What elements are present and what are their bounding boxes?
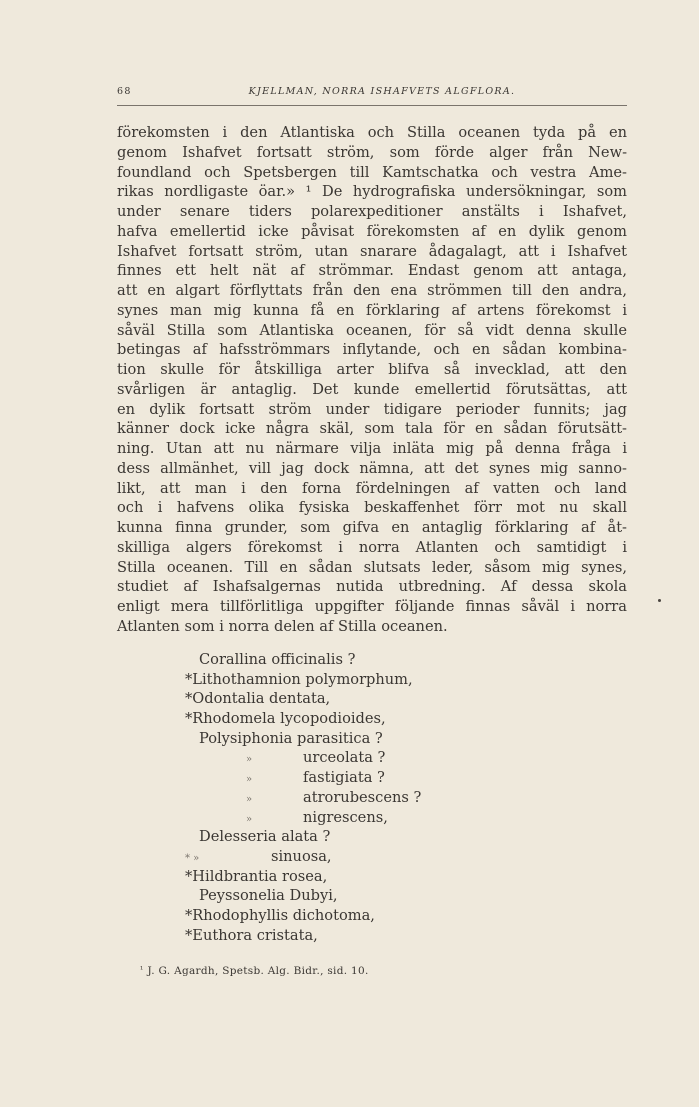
ditto-mark: » (245, 813, 253, 825)
text-line: att en algart förflyttats från den ena strömmen till den andra, (117, 282, 627, 299)
species-item (185, 768, 421, 788)
species-name: Corallina officinalis ? (199, 651, 356, 668)
species-name: *Rhodomela lycopodioides, (185, 710, 386, 728)
text-line: likt, att man i den forna fördelningen af vatten och land (117, 479, 627, 497)
ditto-mark: » (245, 774, 253, 786)
species-name: *Rhodophyllis dichotoma, (185, 906, 375, 924)
species-list (185, 650, 421, 945)
text-line: foundland och Spetsbergen till Kamtschatka och vestra Ame- (117, 163, 627, 181)
text-line: ning. Utan att nu närmare vilja inläta mig på denna fråga i (117, 440, 627, 457)
species-name: *Odontalia dentata, (185, 690, 331, 708)
species-name: sinuosa, (271, 847, 332, 865)
text-line: enligt mera tillförlitliga uppgifter följande finnas såväl i norra (117, 598, 627, 615)
text-line: och i hafvens olika fysiska beskaffenhet förr mot nu skall (117, 499, 627, 517)
species-name: urceolata ? (303, 749, 386, 767)
species-name: *Hildbrantia rosea, (185, 867, 328, 885)
species-item (185, 709, 421, 729)
species-name: fastigiata ? (303, 769, 385, 787)
species-item (185, 788, 421, 808)
page-header (117, 86, 627, 102)
species-name: Peyssonelia Dubyi, (199, 887, 338, 905)
species-item (185, 867, 421, 887)
text-line: Atlanten som i norra delen af Stilla oceanen. (117, 617, 448, 635)
text-line: genom Ishafvet fortsatt ström, som förde alger från New- (117, 143, 627, 161)
species-item (185, 886, 421, 906)
text-line: studiet af Ishafsalgernas nutida utbredning. Af dessa skola (117, 578, 627, 596)
ditto-mark: * » (185, 852, 200, 864)
text-line: finnes ett helt nät af strömmar. Endast genom att antaga, (117, 262, 627, 280)
text-line: förekomsten i den Atlantiska och Stilla oceanen tyda på en (117, 124, 627, 141)
page-number: 68 (117, 86, 132, 97)
text-line: dess allmänhet, vill jag dock nämna, att det synes mig sanno- (117, 459, 627, 477)
text-line: skilliga algers förekomst i norra Atlanten och samtidigt i (117, 538, 627, 556)
ditto-mark: » (245, 793, 253, 805)
species-item (185, 748, 421, 768)
species-item (185, 847, 421, 867)
text-line: kunna finna grunder, som gifva en antaglig förklaring af åt- (117, 519, 627, 536)
species-name: nigrescens, (303, 808, 388, 826)
text-line: betingas af hafsströmmars inflytande, och en sådan kombina- (117, 341, 627, 359)
ditto-mark: » (245, 754, 253, 766)
text-line: såväl Stilla som Atlantiska oceanen, för så vidt denna skulle (117, 321, 627, 339)
species-item (185, 729, 421, 749)
header-rule (117, 105, 627, 106)
text-line: under senare tiders polarexpeditioner anstälts i Ishafvet, (117, 203, 627, 220)
footnote (140, 965, 369, 977)
text-line: en dylik fortsatt ström under tidigare perioder funnits; jag (117, 400, 627, 418)
species-name: Polysiphonia parasitica ? (199, 729, 383, 747)
species-item (185, 689, 421, 709)
running-title: KJELLMAN, NORRA ISHAFVETS ALGFLORA. (248, 86, 516, 97)
species-item (185, 808, 421, 828)
margin-mark (658, 599, 661, 602)
footnote-marker: ¹ (140, 965, 144, 974)
species-item (185, 670, 421, 690)
species-item (185, 906, 421, 926)
text-line: Ishafvet fortsatt ström, utan snarare ådagalagt, att i Ishafvet (117, 242, 627, 260)
species-name: atrorubescens ? (303, 788, 422, 806)
species-name: Delesseria alata ? (199, 828, 331, 846)
text-line: känner dock icke några skäl, som tala för en sådan förutsätt- (117, 420, 627, 438)
text-line: rikas nordligaste öar.» ¹ De hydrografiska undersökningar, som (117, 183, 627, 201)
text-line: svårligen är antaglig. Det kunde emellertid förutsättas, att (117, 380, 627, 398)
text-line: tion skulle för åtskilliga arter blifva så invecklad, att den (117, 361, 627, 378)
species-item (185, 827, 421, 847)
body-paragraph (117, 123, 627, 637)
species-name: *Lithothamnion polymorphum, (185, 670, 413, 688)
species-item (185, 650, 421, 670)
footnote-text: J. G. Agardh, Spetsb. Alg. Bidr., sid. 10. (147, 965, 369, 977)
text-line: hafva emellertid icke påvisat förekomsten af en dylik genom (117, 222, 627, 240)
species-item (185, 926, 421, 946)
text-line: synes man mig kunna få en förklaring af artens förekomst i (117, 301, 627, 319)
text-line: Stilla oceanen. Till en sådan slutsats leder, såsom mig synes, (117, 558, 627, 576)
species-name: *Euthora cristata, (185, 926, 318, 944)
